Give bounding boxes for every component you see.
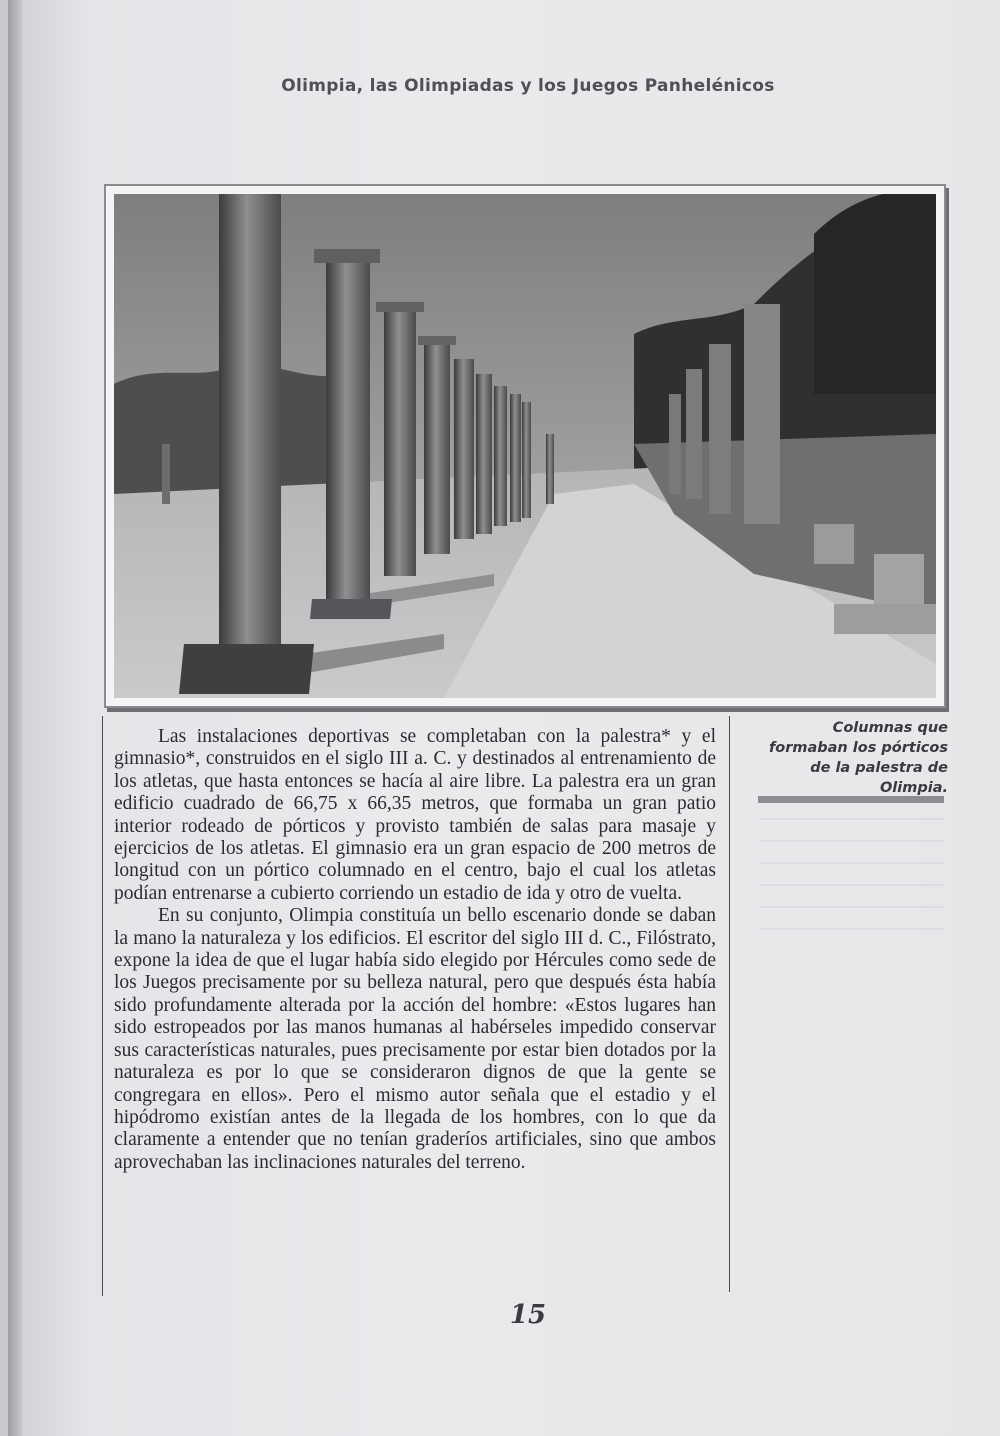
palestra-photo (114, 194, 936, 698)
page-number: 15 (509, 1300, 547, 1330)
book-page (8, 0, 1000, 1436)
text-column-rule-left (102, 716, 103, 1296)
photo-caption: Columnas que formaban los pórticos de la palestra de Olimpia. (768, 720, 948, 796)
bleed-through-ghost-text (760, 818, 944, 1018)
paragraph: En su conjunto, Olimpia constituía un bello escenario donde se daban la mano la naturaleza y los edificios. El escritor del siglo III d. C., Filóstrato, expone la idea de que el lugar había sido elegido por Hércules como sede de los Juegos precisamente por su belleza natural, pero que después ésta había sido profundamente alterada por la acción del hombre: «Estos lugares han sido estropeados por las manos humanas al habérseles impedido conservar sus características naturales, pues precisamente por estar bien dotados por la naturaleza es por lo que se consideraron dignos de que la gente se congregara en ellos». Pero el mismo autor señala que el estadio y el hipódromo existían antes de la llegada de los hombres, con lo que da claramente a entender que no tenían graderíos artificiales, sino que ambos aprovechaban las inclinaciones naturales del terreno. (114, 905, 716, 1173)
photo-frame (104, 184, 946, 708)
running-header: Olimpia, las Olimpiadas y los Juegos Panhelénicos (281, 76, 775, 96)
paragraph: Las instalaciones deportivas se completaban con la palestra* y el gimnasio*, construidos en el siglo III a. C. y destinados al entrenamiento de los atletas, que hasta entonces se hacía al aire libre. La palestra era un gran edificio cuadrado de 66,75 x 66,35 metros, que formaba un gran patio interior rodeado de pórticos y provisto también de salas para masaje y ejercicios de los atletas. El gimnasio era un gran espacio de 200 metros de longitud con un pórtico columnado en el centro, bajo el cual los atletas podían entrenarse a cubierto corriendo un estadio de ida y otro de vuelta. (114, 726, 716, 904)
book-spine-shadow (8, 0, 22, 1436)
text-column-rule-right (729, 716, 730, 1292)
body-text (114, 726, 716, 1174)
caption-divider (758, 796, 944, 803)
palestra-columns-image (114, 194, 936, 698)
